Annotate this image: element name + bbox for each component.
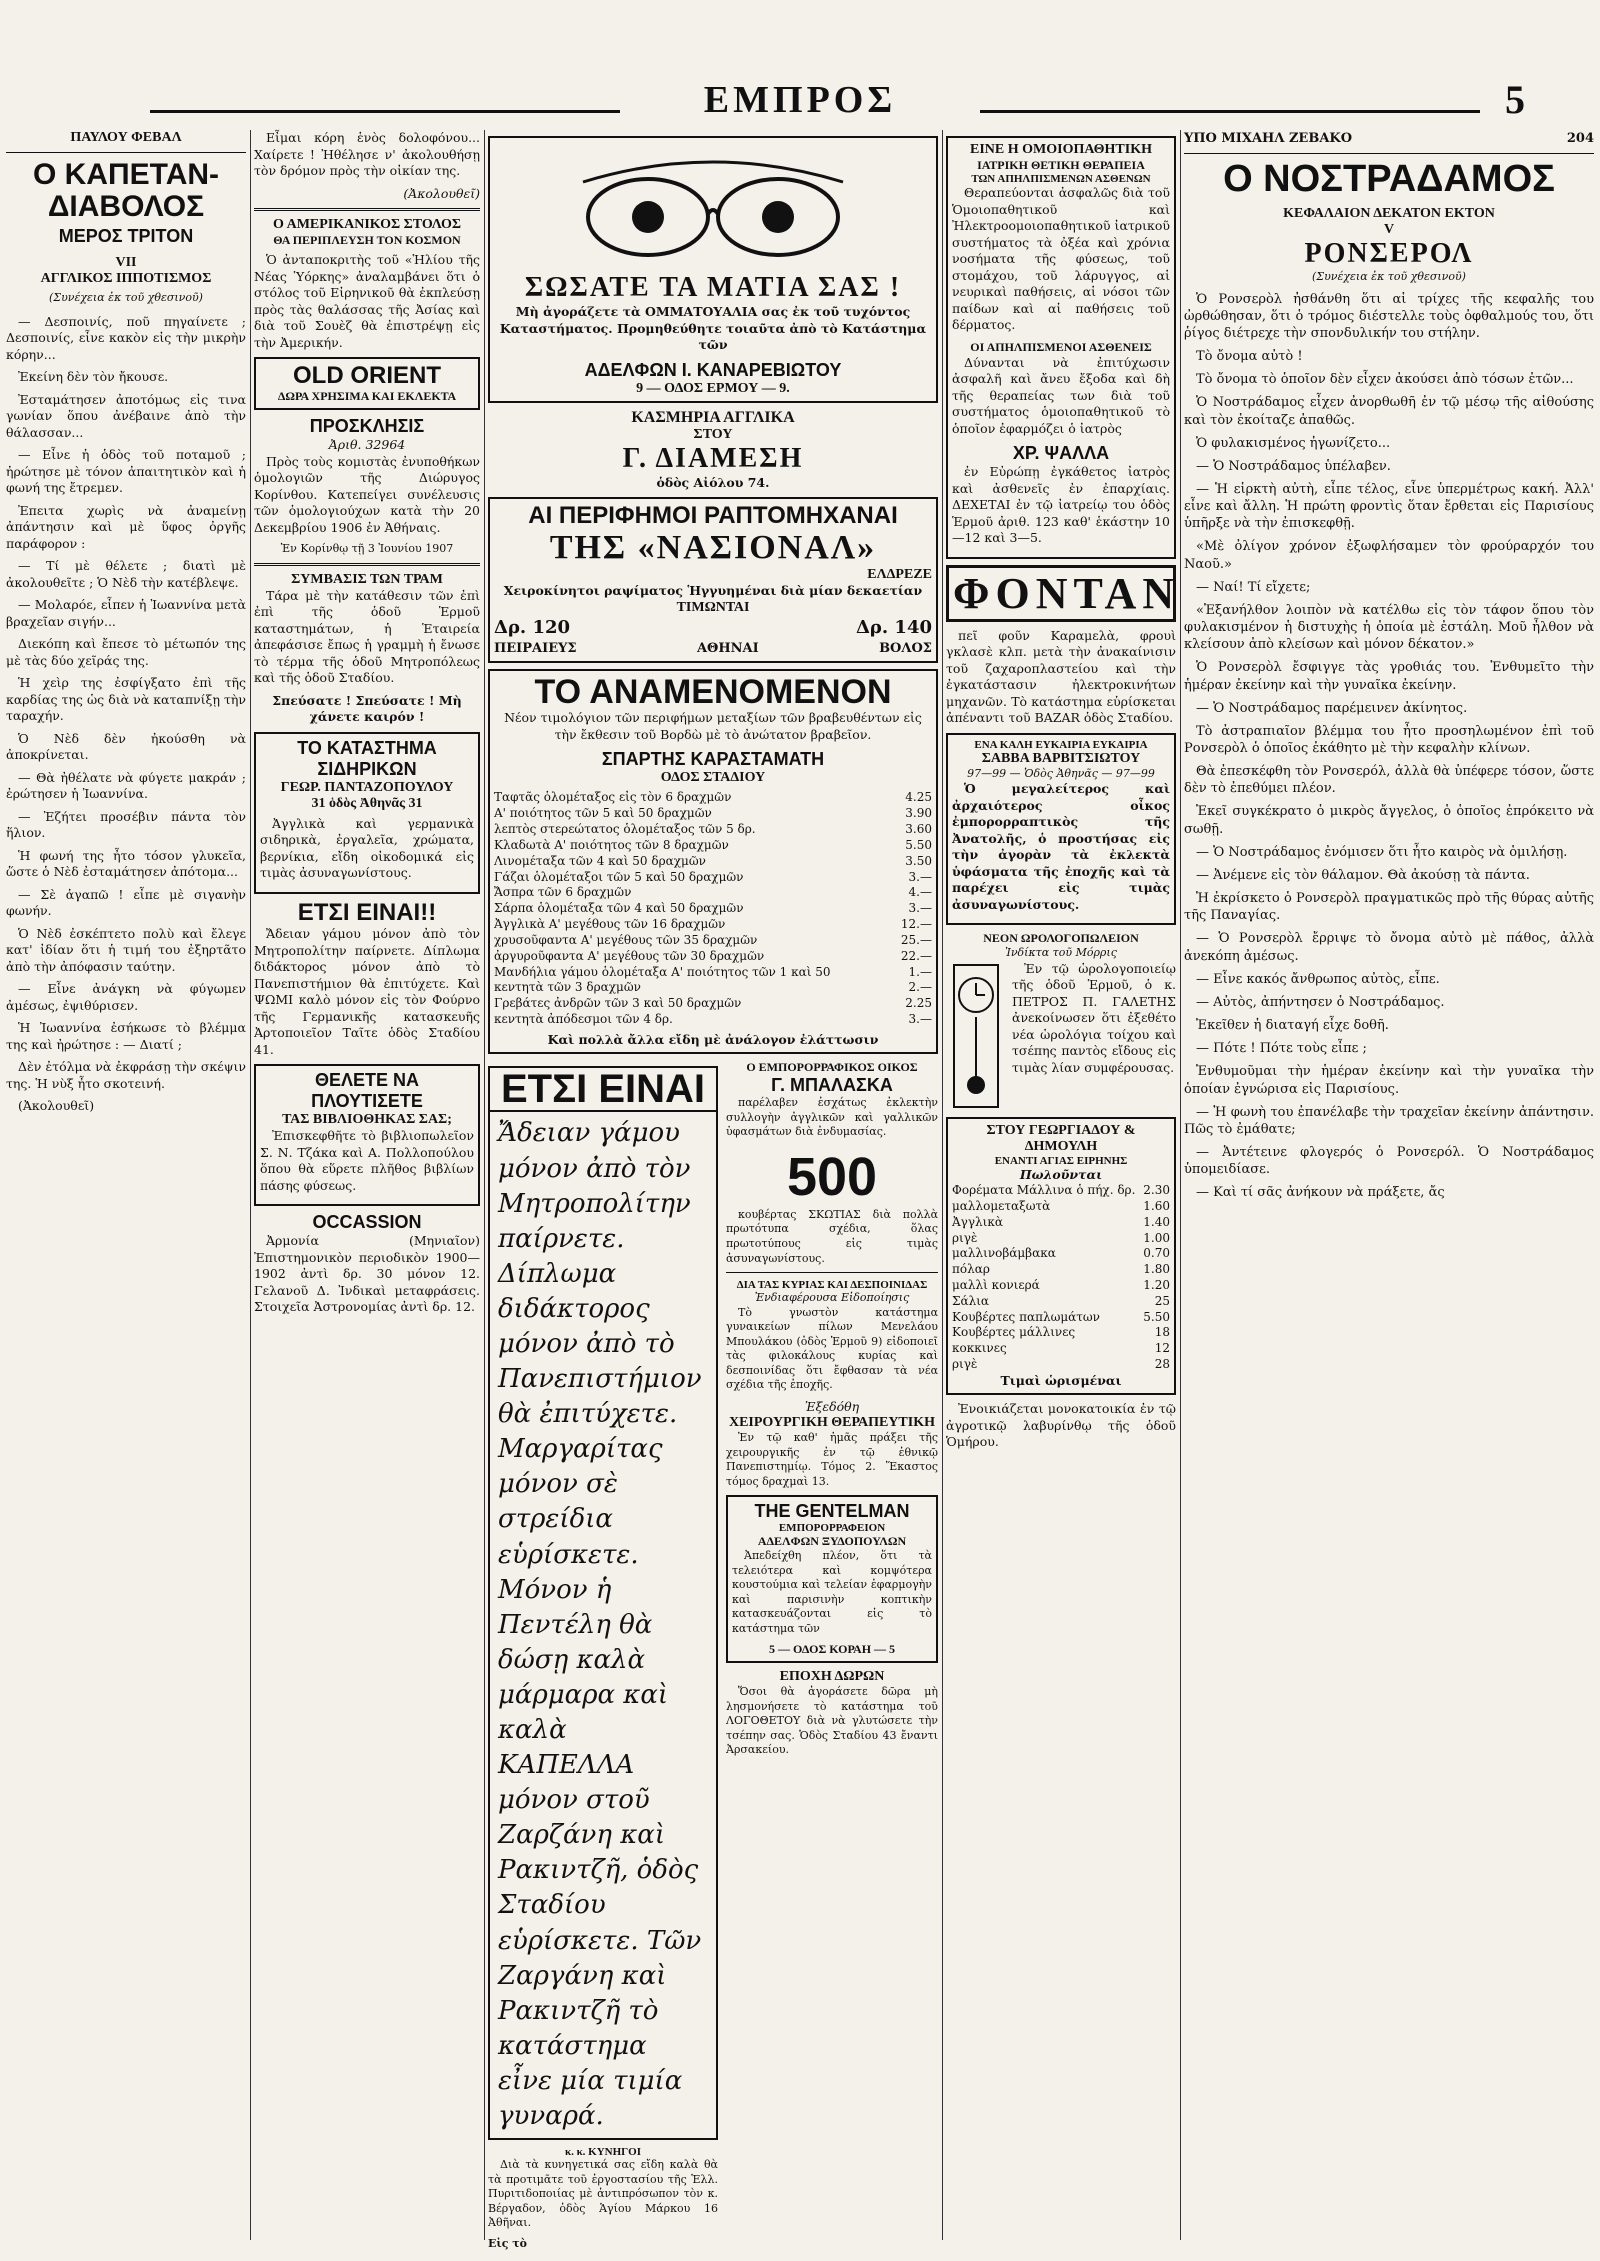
cashmere-title: ΚΑΣΜΗΡΙΑ ΑΓΓΛΙΚΑ [631, 408, 795, 426]
column-rule [250, 130, 251, 2240]
bookstore-title: ΘΕΛΕΤΕ ΝΑ ΠΛΟΥΤΙΣΕΤΕ [311, 1070, 423, 1112]
serial-title: Ο ΚΑΠΕΤΑΝ-ΔΙΑΒΟΛΟΣ [32, 158, 220, 223]
price-item: Γρεβάτες ἀνδρῶν τῶν 3 καὶ 50 δραχμῶν [494, 996, 742, 1011]
news-column-2 [254, 130, 480, 2240]
price-item: Μανδήλια γάμου ὁλομέταξα Α' ποιότητος τῶν 1 καὶ 50 [494, 964, 831, 979]
column-rule [942, 130, 943, 2240]
gentleman-sub: ΕΜΠΟΡΟΡΡΑΦΕΙΟΝ [778, 1522, 886, 1535]
price-value: 18 [1154, 1325, 1170, 1340]
etsi-einai-headline: ΕΤΣΙ ΕΙΝΑΙ!! [297, 898, 437, 926]
price-item: Ἀγγλικὰ Α' μεγέθους τῶν 16 δραχμῶν [494, 917, 726, 932]
georgiadis-ad [946, 1117, 1176, 1396]
price-item: Κλαδωτὰ Α' ποιότητος τῶν 8 δραχμῶν [494, 837, 729, 852]
price-value: 2.30 [1143, 1183, 1170, 1198]
price-value: 4.— [908, 885, 932, 900]
homeopathy-body: Θεραπεύονται ἀσφαλῶς διὰ τοῦ Ὁμοιοπαθητικοῦ καὶ Ἠλεκτροομοιοπαθητικοῦ ἰατρικοῦ συστήματος τὰ ὀξέα καὶ χρόνια νοσήματα τῆς φύσεως, τοῦ στομάχου, τοῦ λάρυγγος, αἱ νευρικαὶ παθήσεις, αἱ νόσοι τῶν παίδων καὶ αἱ παθήσεις τοῦ δέρματος. [952, 185, 1170, 332]
eyeglasses-address: 9 — ΟΔΟΣ ΕΡΜΟΥ — 9. [636, 380, 790, 396]
serial-header [1184, 130, 1594, 147]
emporium-title: Ο ΕΜΠΟΡΟΡΡΑΦΙΚΟΣ ΟΙΚΟΣ [746, 1060, 918, 1075]
paragraph: Ὁ Ρονσερὸλ ἠσθάνθη ὅτι αἱ τρίχες τῆς κεφαλῆς του ὠρθώθησαν, ὅτι ὁ τρόμος διέστελλε τοὺς ὀφθαλμούς του, ὅτι ῥίγος διέτρεχε τὴν σπονδυλικήν του στήλην. [1184, 291, 1594, 341]
gentleman-ad [726, 1495, 938, 1663]
etsi-einai-body: Ἄδειαν γάμου μόνον ἀπὸ τὸν Μητροπολίτην παίρνετε. Δίπλωμα διδάκτορος μόνον ἀπὸ τὸ Πανεπιστήμιον θὰ ἐπιτύχετε. Καὶ ΨΩΜΙ καλὸ μόνον εἰς τὸν Φούρνο τῆς Γερμανικῆς κατασκευῆς Ἀρτοποιεῖον Ταῖτε ὁδὸς Σταδίου 41. [254, 926, 480, 1057]
paragraph: Ὁ Νὲδ δὲν ἠκούσθη νὰ ἀποκρίνεται. [6, 730, 246, 763]
paragraph: Ἐκείνη δὲν τὸν ἤκουσε. [18, 369, 169, 385]
price-row [494, 965, 932, 981]
serial-body [1184, 291, 1594, 1202]
hardware-body: Ἀγγλικὰ καὶ γερμανικὰ σιδηρικὰ, ἐργαλεῖα, χρώματα, βερνίκια, εἴδη οἰκοδομικά εἰς τιμὰς ἀσυναγωνίστους. [260, 815, 474, 881]
price-item: Κουβέρτες παπλωμάτων [952, 1309, 1100, 1324]
price-item: ἀργυροῦφαντα Α' μεγέθους τῶν 30 δραχμῶν [494, 948, 765, 963]
paragraph: — Καὶ τί σᾶς ἀνήκουν νὰ πράξετε, ἄς [1196, 1185, 1445, 1201]
price-row [952, 1199, 1170, 1215]
price-item: μαλλομεταξωτὰ [952, 1198, 1051, 1213]
paragraph: — Μολαρόε, εἶπεν ἡ Ἰωαννίνα μετὰ βραχεῖαν σιγήν... [6, 597, 246, 629]
price-value: 3.— [908, 869, 932, 884]
invitation-number: Ἀριθ. 32964 [328, 437, 406, 453]
sewing-body: Χειροκίνητοι ραψίματος Ἡγγυημέναι διὰ μίαν δεκαετίαν [503, 583, 923, 599]
paragraph: (Ἀκολουθεῖ) [18, 1098, 95, 1114]
price-row [494, 838, 932, 854]
price-item: μαλλὶ κονιερά [952, 1278, 1040, 1292]
paragraph: Ὁ Ρονσερὸλ ἔσφιγγε τὰς γροθιάς του. Ἐνθυμεῖτο τὴν ἡμέραν ἐκείνην καὶ τὴν γυναῖκα ἐκείνην. [1184, 660, 1594, 693]
paragraph: Ὁ Νὲδ ἐσκέπτετο πολὺ καὶ ἔλεγε κατ' ἰδίαν ὅτι ἡ τιμή του ἐξηρτᾶτο ἀπὸ τὴν ἀπόφασιν ταύτην. [6, 925, 246, 974]
price-value: 3.90 [905, 806, 932, 821]
paragraph: — Ὁ Νοστράδαμος παρέμεινεν ἀκίνητος. [1196, 700, 1468, 716]
follows-note: (Ἀκολουθεῖ) [403, 185, 480, 201]
paragraph: Τὸ ἀστραπιαῖον βλέμμα του ἦτο προσηλωμένον ἐπὶ τοῦ Ρονσερὸλ ὁ ὁποῖος ἐκάθητο μὲ τὴν κεφαλὴν κλίνων. [1184, 723, 1594, 756]
paragraph: Ἡ Ἰωαννίνα ἐσήκωσε τὸ βλέμμα της καὶ ἠρώτησε : — Διατί ; [6, 1020, 246, 1052]
price-value: 1.40 [1143, 1214, 1170, 1229]
price-value: 5.50 [1143, 1309, 1170, 1324]
center-bottom-split [488, 1060, 938, 2251]
city: ΒΟΛΟΣ [879, 640, 932, 656]
price-item: κεντητὰ ἀπόδεσμοι τῶν 4 δρ. [494, 1012, 673, 1027]
rental-notice: Ἐνοικιάζεται μονοκατοικία ἐν τῷ ἀγροτικῷ λαβυρίνθῳ τῆς ὁδοῦ Ὁμήρου. [946, 1401, 1176, 1450]
price-value: 25.— [900, 932, 932, 947]
newspaper-title: ΕΜΠΡΟΣ [703, 79, 897, 121]
invitation-signature: Ἐν Κορίνθῳ τῇ 3 Ἰουνίου 1907 [280, 542, 454, 556]
paragraph: Θὰ ἐπεσκέφθη τὸν Ρονσερόλ, ἀλλὰ θὰ ὑπέφερε τόσον, ὥστε δὲν τὸ ἐπεθύμει πλέον. [1184, 764, 1594, 797]
ladies-sub: Ἐνδιαφέρουσα Εἰδοποίησις [754, 1291, 910, 1305]
paragraph: — Ὁ Νοστράδαμος ὑπέλαβεν. [1196, 458, 1391, 474]
cashmere-address: ὁδὸς Αἰόλου 74. [656, 474, 770, 490]
etsi-handwritten-block [488, 1060, 718, 2251]
gift-title: ΕΠΟΧΗ ΔΩΡΩΝ [779, 1669, 885, 1685]
price-value: 1.80 [1143, 1262, 1170, 1277]
divider [1184, 153, 1594, 154]
tram-headline: ΣΥΜΒΑΣΙΣ ΤΩΝ ΤΡΑΜ [291, 571, 443, 587]
divider [254, 208, 480, 211]
paragraph: Τὸ ὄνομα τὸ ὁποῖον δὲν εἶχεν ἀκούσει ἀπὸ τόσων ἐτῶν... [1196, 372, 1574, 388]
price-value: 3.— [908, 901, 932, 916]
emporium-name: Γ. ΜΠΑΛΑΣΚΑ [771, 1075, 893, 1096]
price-item: λεπτὸς στερεώτατος ὁλομέταξος τῶν 5 δρ. [494, 822, 756, 837]
clock-body: Ἐν τῷ ὡρολογοποιείῳ τῆς ὁδοῦ Ἑρμοῦ, ὁ κ. ΠΕΤΡΟΣ Π. ΓΑΛΕΤΗΣ ἀνεκοίνωσεν ὅτι ἐξεθέτο νέα ὡρολόγια τοίχου καὶ τσέπης παντὸς εἴδους εἰς τιμὰς λίαν συμφέρουσας. [1012, 960, 1176, 1075]
price-item: Ἀγγλικὰ [952, 1214, 1003, 1229]
ladies-title: ΔΙΑ ΤΑΣ ΚΥΡΙΑΣ ΚΑΙ ΔΕΣΠΟΙΝΙΔΑΣ [736, 1279, 928, 1292]
paragraph: Ἐνθυμοῦμαι τὴν ἡμέραν ἐκείνην καὶ τὴν γυναῖκα τὴν ὁποίαν ἐγνώρισα εἰς Παρισίους. [1184, 1064, 1594, 1097]
ladies-body: Τὸ γνωστὸν κατάστημα γυναικείων πίλων Μενελάου Μπουλάκου (ὁδὸς Ἑρμοῦ 9) εἰδοποιεῖ τὰς φιλοκάλους κυρίας καὶ δεσποινίδας ὅτι ἔφθασαν τὰ νέα σχέδια τῆς ἐποχῆς. [726, 1305, 938, 1392]
homeopathy-ad [946, 136, 1176, 559]
serial-column-kapetan [6, 130, 246, 2240]
price-item: Ταφτᾶς ὁλομέταξος εἰς τὸν 6 δραχμῶν [494, 790, 732, 805]
gentleman-name: ΑΔΕΛΦΩΝ ΞΥΔΟΠΟΥΛΩΝ [757, 1534, 907, 1549]
paragraph: Ἡ χεὶρ της ἐσφίγξατο ἐπὶ τῆς καρδίας της ὡς διὰ νὰ καταπνίξῃ τὴν ταραχήν. [6, 675, 246, 724]
price-item: ριγὲ [952, 1357, 978, 1372]
sewing-price-pedal: Δρ. 140 [855, 616, 932, 638]
price-row [494, 806, 932, 822]
paragraph: Ἐκεῖ συγκέκρατο ὁ μικρὸς ἄγγελος, ὁ ὁποῖος ἐπρόκειτο νὰ σωθῇ. [1184, 804, 1594, 837]
etsi-handwritten-text: Ἄδειαν γάμου μόνον ἀπὸ τὸν Μητροπολίτην παίρνετε. Δίπλωμα διδάκτορος μόνον ἀπὸ τὸ Πανεπιστήμιον θὰ ἐπιτύχετε. Μαργαρίτας μόνον σὲ στρείδια εὑρίσκετε. Μόνον ἡ Πεντέλη θὰ δώσῃ καλὰ μάρμαρα καὶ καλὰ ΚΑΠΕΛΛΑ μόνον στοῦ Ζαρζάνη καὶ Ρακιντζῆ, ὁδὸς Σταδίου εὑρίσκετε. Τῶν Ζαργάνη καὶ Ρακιντζῆ τὸ κατάστημα εἶνε μία τιμία γυναρά. [498, 1118, 702, 2132]
price-value: 12.— [900, 917, 932, 932]
eyeglasses-illustration [563, 152, 863, 262]
price-row [952, 1231, 1170, 1247]
paragraph: — Ἀνέμενε εἰς τὸν θάλαμον. Θὰ ἀκούσῃ τὰ πάντα. [1196, 867, 1530, 883]
price-row [952, 1278, 1170, 1294]
georgiadis-title: ΣΤΟΥ ΓΕΩΡΓΙΑΔΟΥ & ΔΗΜΟΥΛΗ [986, 1122, 1136, 1154]
price-item: πόλαρ [952, 1262, 990, 1277]
divider [254, 563, 480, 566]
serial-title: Ο ΝΟΣΤΡΑΔΑΜΟΣ [1223, 158, 1555, 201]
price-item: Σάλια [952, 1293, 990, 1308]
cashmere-name: Γ. ΔΙΑΜΕΣΗ [622, 442, 804, 474]
edition-title: Ἐξεδόθη [804, 1398, 860, 1414]
price-row [494, 980, 932, 996]
tailor-ad [946, 733, 1176, 926]
bookstore-sub: ΤΑΣ ΒΙΒΛΙΟΘΗΚΑΣ ΣΑΣ; [282, 1112, 452, 1128]
paragraph: — Ὁ Νοστράδαμος ἐνόμισεν ὅτι ἦτο καιρὸς νὰ ὁμιλήσῃ. [1196, 844, 1568, 860]
ads-column-4 [946, 130, 1181, 2240]
gift-body: Ὅσοι θὰ ἀγοράσετε δῶρα μὴ λησμονήσετε τὸ κατάστημα τοῦ ΛΟΓΟΘΕΤΟΥ διὰ νὰ γλυτώσετε τὴν τσέπην σας. Ὁδὸς Σταδίου 43 ἔναντι Ἀρσακείου. [726, 1685, 938, 1757]
serial-column-nostradamus [1184, 130, 1594, 2240]
blankets-500: 500 [786, 1146, 878, 1207]
silk-shop-address: ΟΔΟΣ ΣΤΑΔΙΟΥ [660, 770, 766, 786]
silk-shop-name: ΣΠΑΡΤΗΣ ΚΑΡΑΣΤΑΜΑΤΗ [601, 749, 825, 770]
price-row [494, 933, 932, 949]
serial-body [6, 314, 246, 1115]
paragraph: — Αὐτὸς, ἀπήντησεν ὁ Νοστράδαμος. [1196, 994, 1445, 1010]
masthead-rule-left [150, 110, 620, 113]
price-row [494, 822, 932, 838]
price-item: χρυσοῦφαντα Α' μεγέθους τῶν 35 δραχμῶν [494, 932, 758, 947]
emporium-block [726, 1060, 938, 2251]
paragraph: Ἡ φωνή της ἦτο τόσον γλυκεῖα, ὥστε ὁ Νὲδ ἐσταμάτησεν ἀπότομα... [6, 847, 246, 880]
price-item: κοκκινες [952, 1341, 1007, 1356]
old-orient-sub: ΔΩΡΑ ΧΡΗΣΙΜΑ ΚΑΙ ΕΚΛΕΚΤΑ [277, 389, 457, 404]
paragraph: — Δεσποινίς, ποῦ πηγαίνετε ; Δεσποινίς, εἶνε κακὸν εἰς τὴν μικρὴν κόρην... [6, 313, 246, 362]
homeopathy-sub1: ΙΑΤΡΙΚΗ ΘΕΤΙΚΗ ΘΕΡΑΠΕΙΑ [977, 158, 1145, 172]
price-row [952, 1246, 1170, 1262]
serial-author: ΠΑΥΛΟΥ ΦΕΒΑΛ [70, 130, 182, 145]
hopeless-title: ΟΙ ΑΠΗΛΠΙΣΜΕΝΟΙ ΑΣΘΕΝΕΙΣ [970, 339, 1152, 354]
hardware-store-ad [254, 732, 480, 894]
price-row [494, 1012, 932, 1028]
blankets-body: κουβέρτας ΣΚΩΤΙΑΣ διὰ πολλὰ πρωτότυπα σχέδια, ὅλας πρωτοτύπους εἰς τιμὰς ἀσυναγωνίστους. [726, 1207, 938, 1265]
hunters-title: κ. κ. ΚΥΝΗΓΟΙ [564, 2146, 642, 2159]
etsi-einai-box [488, 1066, 718, 2140]
price-item: Φορέματα Μάλλινα ὁ πήχ. δρ. [952, 1183, 1136, 1198]
paragraph: — Πότε ! Πότε τοὺς εἶπε ; [1196, 1041, 1367, 1057]
tram-cta: Σπεύσατε ! Σπεύσατε ! Μὴ χάνετε καιρόν ! [272, 692, 462, 725]
hardware-address: 31 ὁδὸς Ἀθηνᾶς 31 [311, 795, 423, 811]
paragraph: Ἐπειτα χωρὶς νὰ ἀναμείνῃ ἀπάντησιν καὶ μὲ ὕφος ὀργῆς παράφορον : [6, 502, 246, 551]
sewing-price-hand: Δρ. 120 [494, 616, 571, 638]
price-item: Γάζαι ὁλομέταξοι τῶν 5 καὶ 50 δραχμῶν [494, 869, 744, 884]
silk-price-ad [488, 669, 938, 1055]
price-item: ριγὲ [952, 1230, 978, 1245]
price-value: 12 [1154, 1341, 1170, 1356]
bookstore-ad [254, 1064, 480, 1206]
masthead [0, 0, 1600, 130]
price-value: 1.— [908, 964, 932, 979]
old-orient-ad [254, 357, 480, 410]
surgery-body: Ἐν τῷ καθ' ἡμᾶς πράξει τῆς χειρουργικῆς ἐν τῷ ἐθνικῷ Πανεπιστημίῳ. Τόμος 2. Ἕκαστος τόμος δραχμαὶ 13. [726, 1431, 938, 1488]
serial-author: ΥΠΟ ΜΙΧΑΗΛ ΖΕΒΑΚΟ [1184, 131, 1353, 146]
sewing-cities [494, 640, 932, 657]
tailor-name: ΣΑΒΒΑ ΒΑΡΒΙΤΣΙΩΤΟΥ [981, 750, 1141, 766]
etsi-big-title: ΕΤΣΙ ΕΙΝΑΙ [490, 1068, 716, 1112]
sewing-machine-ad [488, 497, 938, 663]
paragraph: — Ὁ Ρονσερὸλ ἔρριψε τὸ ὄνομα αὐτὸ μὲ πάθος, ἀλλὰ ἀνεκόπη ἀμέσως. [1184, 931, 1594, 964]
price-item: κεντητὰ τῶν 3 δραχμῶν [494, 980, 641, 995]
price-row [494, 996, 932, 1012]
chapter-title: ΡΟΝΣΕΡΟΛ [1304, 238, 1474, 270]
price-row [494, 854, 932, 870]
bookstore-body: Ἐπισκεφθῆτε τὸ βιβλιοπωλεῖον Σ. Ν. Τζάκα καὶ Α. Πολλοπούλου ὅπου θὰ εὕρετε πλῆθος βιβλίων πάσης φύσεως. [260, 1128, 474, 1193]
eyeglasses-ad [488, 136, 938, 403]
emporium-body: παρέλαβεν ἐσχάτως ἐκλεκτὴν συλλογὴν ἀγγλικῶν καὶ γαλλικῶν ὑφασμάτων διὰ ἐνδυμασίας. [726, 1096, 938, 1139]
divider [726, 1272, 938, 1273]
paragraph: Ἐσταμάτησεν ἀποτόμως εἰς τινα γωνίαν ὅπου ἀνέβαινε ἀπὸ τὴν θάλασσαν... [6, 391, 246, 440]
price-item: μαλλινοβάμβακα [952, 1246, 1056, 1261]
expected-headline: ΤΟ ΑΝΑΜΕΝΟΜΕΝΟΝ [534, 672, 892, 711]
price-item: Λινομέταξα τῶν 4 καὶ 50 δραχμῶν [494, 853, 706, 868]
paragraph: Ὁ φυλακισμένος ἠγωνίζετο... [1196, 435, 1391, 451]
fleet-headline: Ο ΑΜΕΡΙΚΑΝΙΚΟΣ ΣΤΟΛΟΣ [272, 217, 462, 232]
price-item: Κουβέρτες μάλλινες [952, 1325, 1076, 1340]
price-value: 3.50 [905, 853, 932, 868]
price-row [494, 949, 932, 965]
paragraph: «Μὲ ὀλίγον χρόνον ἐξωφλήσαμεν τὸν φρούραρχόν του Ναοῦ.» [1184, 539, 1594, 572]
price-row [952, 1325, 1170, 1341]
occasion-headline: OCCASSION [312, 1212, 422, 1233]
paragraph: — Θὰ ἠθέλατε νὰ φύγετε μακράν ; ἐρώτησεν ἡ Ἰωαννίνα. [6, 769, 246, 802]
paragraph: — Εἶνε ἀνάγκη νὰ φύγωμεν ἀμέσως, ἐψιθύρισεν. [6, 981, 246, 1013]
paragraph: — Εἶνε ἡ ὁδὸς τοῦ ποταμοῦ ; ἠρώτησε μὲ τόνον ἀπαιτητικὸν καὶ ἡ φωνή της ἔτρεμεν. [6, 447, 246, 496]
fontan-logo: ΦΟΝΤΑΝ [946, 565, 1176, 622]
paragraph: Τὸ ὄνομα αὐτὸ ! [1196, 349, 1303, 365]
tram-article: Τάρα μὲ τὴν κατάθεσιν τῶν ἐπὶ ἐπὶ τῆς ὁδοῦ Ἑρμοῦ καταστημάτων, ἡ Ἑταιρεία ἀπεφάσισε ἔπως ἡ γραμμὴ ἡ ἔνωσε τὸ τέρμα τῆς ὁδοῦ Μητροπόλεως καὶ τῆς ὁδοῦ Σταδίου. [254, 587, 480, 686]
clock-title: ΝΕΟΝ ΩΡΟΛΟΓΟΠΩΛΕΙΟΝ [983, 931, 1139, 946]
price-row [952, 1357, 1170, 1373]
sewing-price-label: ΤΙΜΩΝΤΑΙ [676, 599, 750, 615]
homeopathy-sub2: ΤΩΝ ΑΠΗΛΠΙΣΜΕΝΩΝ ΑΣΘΕΝΩΝ [971, 173, 1151, 185]
price-row [952, 1215, 1170, 1231]
invitation-body: Πρὸς τοὺς κομιστὰς ἐνυποθήκων ὁμολογιῶν τῆς Διώρυγος Κορίνθου. Κατεπείγει συνέλευσις τῶν ὁμολογιούχων κατὰ τὴν 20 Δεκεμβρίου 1906 ἐν Ἀθήναις. [254, 453, 480, 535]
column-rule [484, 130, 485, 2240]
doctor-name: ΧΡ. ΨΑΛΛΑ [1012, 443, 1110, 463]
price-row [952, 1262, 1170, 1278]
chapter-title: ΑΓΓΛΙΚΟΣ ΙΠΠΟΤΙΣΜΟΣ [40, 271, 212, 286]
price-value: 0.70 [1143, 1246, 1170, 1261]
price-row [952, 1310, 1170, 1326]
occasion-body: Ἀρμονία (Μηνιαῖον) Ἐπιστημονικὸν περιοδικὸν 1900—1902 ἀντὶ δρ. 30 μόνον 12. Γελανοῦ Δ. Ἰνδικαὶ μεταφράσεις. Στοιχεῖα Ἀστρονομίας ἀντὶ δρ. 12. [254, 1233, 480, 1315]
gentleman-title: THE GENTELMAN [754, 1501, 910, 1522]
paragraph: Ἐκεῖθεν ἡ διαταγή εἶχε δοθῆ. [1196, 1018, 1389, 1034]
continued-note: (Συνέχεια ἐκ τοῦ χθεσινοῦ) [1312, 270, 1466, 284]
paragraph: — Ναί! Τί εἴχετε; [1196, 579, 1311, 595]
sewing-brand: ΤΗΣ «ΝΑΣΙΟΝΑΛ» [549, 529, 877, 567]
sewing-title: ΑΙ ΠΕΡΙΦΗΜΟΙ ΡΑΠΤΟΜΗΧΑΝΑΙ [528, 502, 898, 529]
price-value: 3.60 [905, 822, 932, 837]
tailor-title: ΕΝΑ ΚΑΛΗ ΕΥΚΑΙΡΙΑ ΕΥΚΑΙΡΙΑ [974, 738, 1148, 751]
price-value: 22.— [900, 948, 932, 963]
georgiadis-footer: Τιμαὶ ὡρισμέναι [1000, 1372, 1122, 1388]
hardware-owner: ΓΕΩΡ. ΠΑΝΤΑΖΟΠΟΥΛΟΥ [280, 779, 454, 795]
masthead-rule-right [980, 110, 1480, 113]
silk-price-list [494, 790, 932, 1027]
sewing-sub: ΕΛΔΡΕΖΕ [867, 567, 932, 583]
price-value: 2.— [908, 980, 932, 995]
continued-note: (Συνέχεια ἐκ τοῦ χθεσινοῦ) [49, 291, 203, 304]
fleet-subheadline: ΘΑ ΠΕΡΙΠΛΕΥΣΗ ΤΟΝ ΚΟΣΜΟΝ [273, 233, 461, 247]
price-row [494, 901, 932, 917]
cashmere-sub: ΣΤΟΥ [693, 426, 733, 442]
clock-sub: Ἰνδίκτα τοῦ Μόρρις [1005, 946, 1117, 960]
price-row [494, 917, 932, 933]
invitation-headline: ΠΡΟΣΚΛΗΣΙΣ [309, 416, 425, 437]
paragraph: — Εἶνε κακός ἄνθρωπος αὐτὸς, εἶπε. [1196, 971, 1440, 987]
paragraph: Διεκόπη καὶ ἔπεσε τὸ μέτωπόν της μὲ τὰς δύο χεῖράς της. [6, 636, 246, 668]
price-row [494, 885, 932, 901]
hunters-tail: Εἰς τὸ [488, 2236, 527, 2250]
hopeless-body: Δύνανται νὰ ἐπιτύχωσιν ἀσφαλῆ καὶ ἄνευ ἔξοδα καὶ δὴ τῆς θεραπείας των διὰ τοῦ συστήματος ὁμοιοπαθητικοῦ τὸ ὁποῖον ἐφαρμόζει ὁ ἰατρὸς [952, 354, 1170, 436]
fontan-body: πεῖ φοῦν Καραμελὰ, φρουὶ γκλασὲ κλπ. μετὰ τὴν ἀνακαίνισιν τοῦ ζαχαροπλαστείου καὶ τὴν ἐγκατάστασιν ἠλεκτροκινήτων μηχανῶν. Τὸ κατάστημα εὑρίσκεται ἀπέναντι τοῦ BAZAR ὁδὸς Σταδίου. [946, 627, 1176, 725]
price-value: 4.25 [905, 790, 932, 805]
gentleman-address: 5 — ΟΔΟΣ ΚΟΡΑΗ — 5 [768, 1642, 896, 1657]
city: ΑΘΗΝΑΙ [696, 640, 759, 656]
clock-block [946, 961, 1176, 1111]
clock-illustration [946, 961, 1006, 1111]
price-value: 1.00 [1143, 1230, 1170, 1245]
paragraph: Ἡ ἐκρίσκετο ὁ Ρονσερὸλ πραγματικῶς πρὸ τῆς θύρας αὐτῆς τῆς Παναγίας. [1184, 891, 1594, 924]
eyeglasses-brand: ΑΔΕΛΦΩΝ Ι. ΚΑΝΑΡΕΒΙΩΤΟΥ [584, 359, 842, 380]
georgiadis-label: Πωλοῦνται [1019, 1166, 1103, 1182]
ads-column-center [488, 130, 938, 2250]
price-row [952, 1183, 1170, 1199]
georgiadis-sub: ΕΝΑΝΤΙ ΑΓΙΑΣ ΕΙΡΗΝΗΣ [994, 1154, 1128, 1167]
paragraph: — Ἐζήτει προσέβιν πάντα τὸν ἥλιον. [6, 808, 246, 841]
price-item: Σάρπα ὁλομέταξα τῶν 4 καὶ 50 δραχμῶν [494, 901, 744, 916]
gentleman-body: Ἀπεδείχθη πλέον, ὅτι τὰ τελειότερα καὶ κομψότερα κουστούμια καὶ τελείαν ἐφαρμογὴν καὶ παρισινὴν κοπτικὴν κατασκευάζονται εἰς τὸ κατάστημα τῶν [732, 1549, 932, 1635]
chapter-label: ΚΕΦΑΛΑΙΟΝ ΔΕΚΑΤΟΝ ΕΚΤΟΝ [1283, 206, 1495, 222]
eyeglasses-headline: ΣΩΣΑΤΕ ΤΑ ΜΑΤΙΑ ΣΑΣ ! [524, 272, 902, 303]
homeopathy-title: ΕΙΝΕ Η ΟΜΟΙΟΠΑΘΗΤΙΚΗ [970, 142, 1152, 157]
expected-body: Νέον τιμολόγιον τῶν περιφήμων μεταξίων τῶν βραβευθέντων εἰς τὴν ἔκθεσιν τοῦ Βορδὼ μὲ τὸ ἀνώτατον βραβεῖον. [504, 710, 922, 742]
serial-part: ΜΕΡΟΣ ΤΡΙΤΟΝ [58, 226, 194, 246]
city: ΠΕΙΡΑΙΕΥΣ [494, 640, 577, 656]
chapter-number: V [1383, 222, 1395, 238]
page-number: 5 [1505, 77, 1525, 122]
paragraph: — Ἀντέτεινε φλογερός ὁ Ρονσερόλ. Ὁ Νοστράδαμος ὑπομειδίασε. [1184, 1144, 1594, 1178]
silk-footer: Καὶ πολλὰ ἄλλα εἴδη μὲ ἀνάλογον ἐλάττωσιν [547, 1031, 879, 1047]
paragraph: Ὁ Νοστράδαμος εἶχεν ἀνορθωθῆ ἐν τῷ μέσῳ τῆς αἰθούσης καὶ τὸν ἐκοίταζε ἀπαθῶς. [1184, 395, 1594, 428]
paragraph: — Τί μὲ θέλετε ; διατὶ μὲ ἀκολουθεῖτε ; Ὁ Νὲδ τὴν κατέβλεψε. [6, 558, 246, 590]
column-rule [1180, 130, 1181, 2240]
surgery-title: ΧΕΙΡΟΥΡΓΙΚΗ ΘΕΡΑΠΕΥΤΙΚΗ [728, 1415, 935, 1431]
fleet-article: Ὁ ἀνταποκριτὴς τοῦ «Ἡλίου τῆς Νέας Ὑόρκης» ἀναλαμβάνει ὅτι ὁ στόλος τοῦ Εἰρηνικοῦ θὰ ἐκπλεύσῃ πρὸς τὰς θαλάσσας τῆς Ἀσίας καὶ διὰ τοῦ Σουὲζ θὰ ἐπιστρέψῃ εἰς τὴν Ἀμερικήν. [254, 252, 480, 350]
price-item: Ἄσπρα τῶν 6 δραχμῶν [494, 885, 632, 900]
price-value: 1.60 [1143, 1198, 1170, 1213]
price-value: 28 [1154, 1357, 1170, 1372]
paragraph: «Ἐξανήλθον λοιπὸν νὰ κατέλθω εἰς τὸν τάφον ὅπου τὸν φυλακισμένον ἡ διστυχὴς ἡ ὁποία μὲ ἐστάλη. Μοῦ ἦλθον νὰ κλείσουν ἀπὸ κλείσων καὶ μόνον δέκατον.» [1184, 602, 1594, 653]
tailor-address: 97—99 — Ὁδὸς Ἀθηνᾶς — 97—99 [967, 766, 1155, 780]
price-value: 25 [1154, 1293, 1170, 1308]
hardware-title: ΤΟ ΚΑΤΑΣΤΗΜΑ ΣΙΔΗΡΙΚΩΝ [297, 737, 437, 779]
price-value: 2.25 [905, 996, 932, 1011]
price-row [952, 1341, 1170, 1357]
paragraph: Δὲν ἐτόλμα νὰ ἐκφράσῃ τὴν σκέψιν της. Ἡ νὺξ ἦτο σκοτεινή. [6, 1059, 246, 1091]
price-value: 3.— [908, 1012, 932, 1027]
doctor-body: ἐν Εὐρώπῃ ἐγκάθετος ἰατρὸς καὶ ἀσθενεῖς ἐν ἐπαρχίαις. ΔΕΧΕΤΑΙ ἐν τῷ ἰατρείῳ του ὁδὸς Ἑρμοῦ ἀριθ. 123 καθ' ἑκάστην 10—12 καὶ 3—5. [952, 464, 1170, 545]
price-value: 1.20 [1143, 1278, 1170, 1292]
chapter-number: VII [115, 255, 137, 270]
tailor-body: Ὁ μεγαλείτερος καὶ ἀρχαιότερος οἶκος ἐμπορορραπτικὸς τῆς Ἀνατολῆς, ὁ προστήσας εἰς τὴν ἀγορὰν τὰ ἐκλεκτὰ ὑφάσματα τῆς ἐποχῆς καὶ τὰ παρέχει εἰς τιμὰς ἀσυναγωνίστους. [952, 781, 1170, 912]
paragraph: — Σὲ ἀγαπῶ ! εἶπε μὲ σιγανὴν φωνήν. [6, 886, 246, 919]
serial-number: 204 [1566, 131, 1594, 146]
price-item: Α' ποιότητος τῶν 5 καὶ 50 δραχμῶν [494, 806, 712, 821]
price-row [952, 1294, 1170, 1310]
sewing-prices [494, 616, 932, 640]
paragraph: — Ἡ φωνὴ του ἐπανέλαβε τὴν τραχεῖαν ἐκείνην ἀπάντησιν. Πῶς τὸ ἐμάθατε; [1184, 1104, 1594, 1137]
serial-ending: Εἶμαι κόρη ἑνὸς δολοφόνου... Χαίρετε ! Ἠθέλησε ν' ἀκολουθήσῃ τὸν δρόμον πρὸς τὴν οἰκίαν της. [254, 130, 480, 178]
price-row [494, 870, 932, 886]
divider [6, 152, 246, 153]
georgiadis-price-list [952, 1183, 1170, 1373]
price-value: 5.50 [905, 837, 932, 852]
hunters-body: Διὰ τὰ κυνηγετικά σας εἴδη καλὰ θὰ τὰ προτιμᾶτε τοῦ ἐργοστασίου τῆς Ἑλλ. Πυριτιδοποιίας μὲ ἀντιπρόσωπον τὸν κ. Βέργαδον, ὁδὸς Ἁγίου Μάρκου 16 Ἀθῆναι. [488, 2158, 718, 2230]
eyeglasses-body: Μὴ ἀγοράζετε τὰ ΟΜΜΑΤΟΥΑΛΙΑ σας ἐκ τοῦ τυχόντος Καταστήματος. Προμηθεύθητε τοιαῦτα ἀπὸ τὸ Κατάστημα τῶν [499, 304, 927, 352]
old-orient-title: OLD ORIENT [293, 362, 441, 389]
paragraph: — Ἡ εἱρκτὴ αὐτὴ, εἶπε τέλος, εἶνε ὑπερμέτρως κακή. Ἀλλ' εἶνε καὶ ἄλλη. Ἡ πρώτη φροντὶς ὅταν ἔρθεται εἰς Παρισίους ὑπῆρξε νὰ τὴν ἐπισκεφθῇ. [1184, 481, 1594, 532]
price-row [494, 790, 932, 806]
